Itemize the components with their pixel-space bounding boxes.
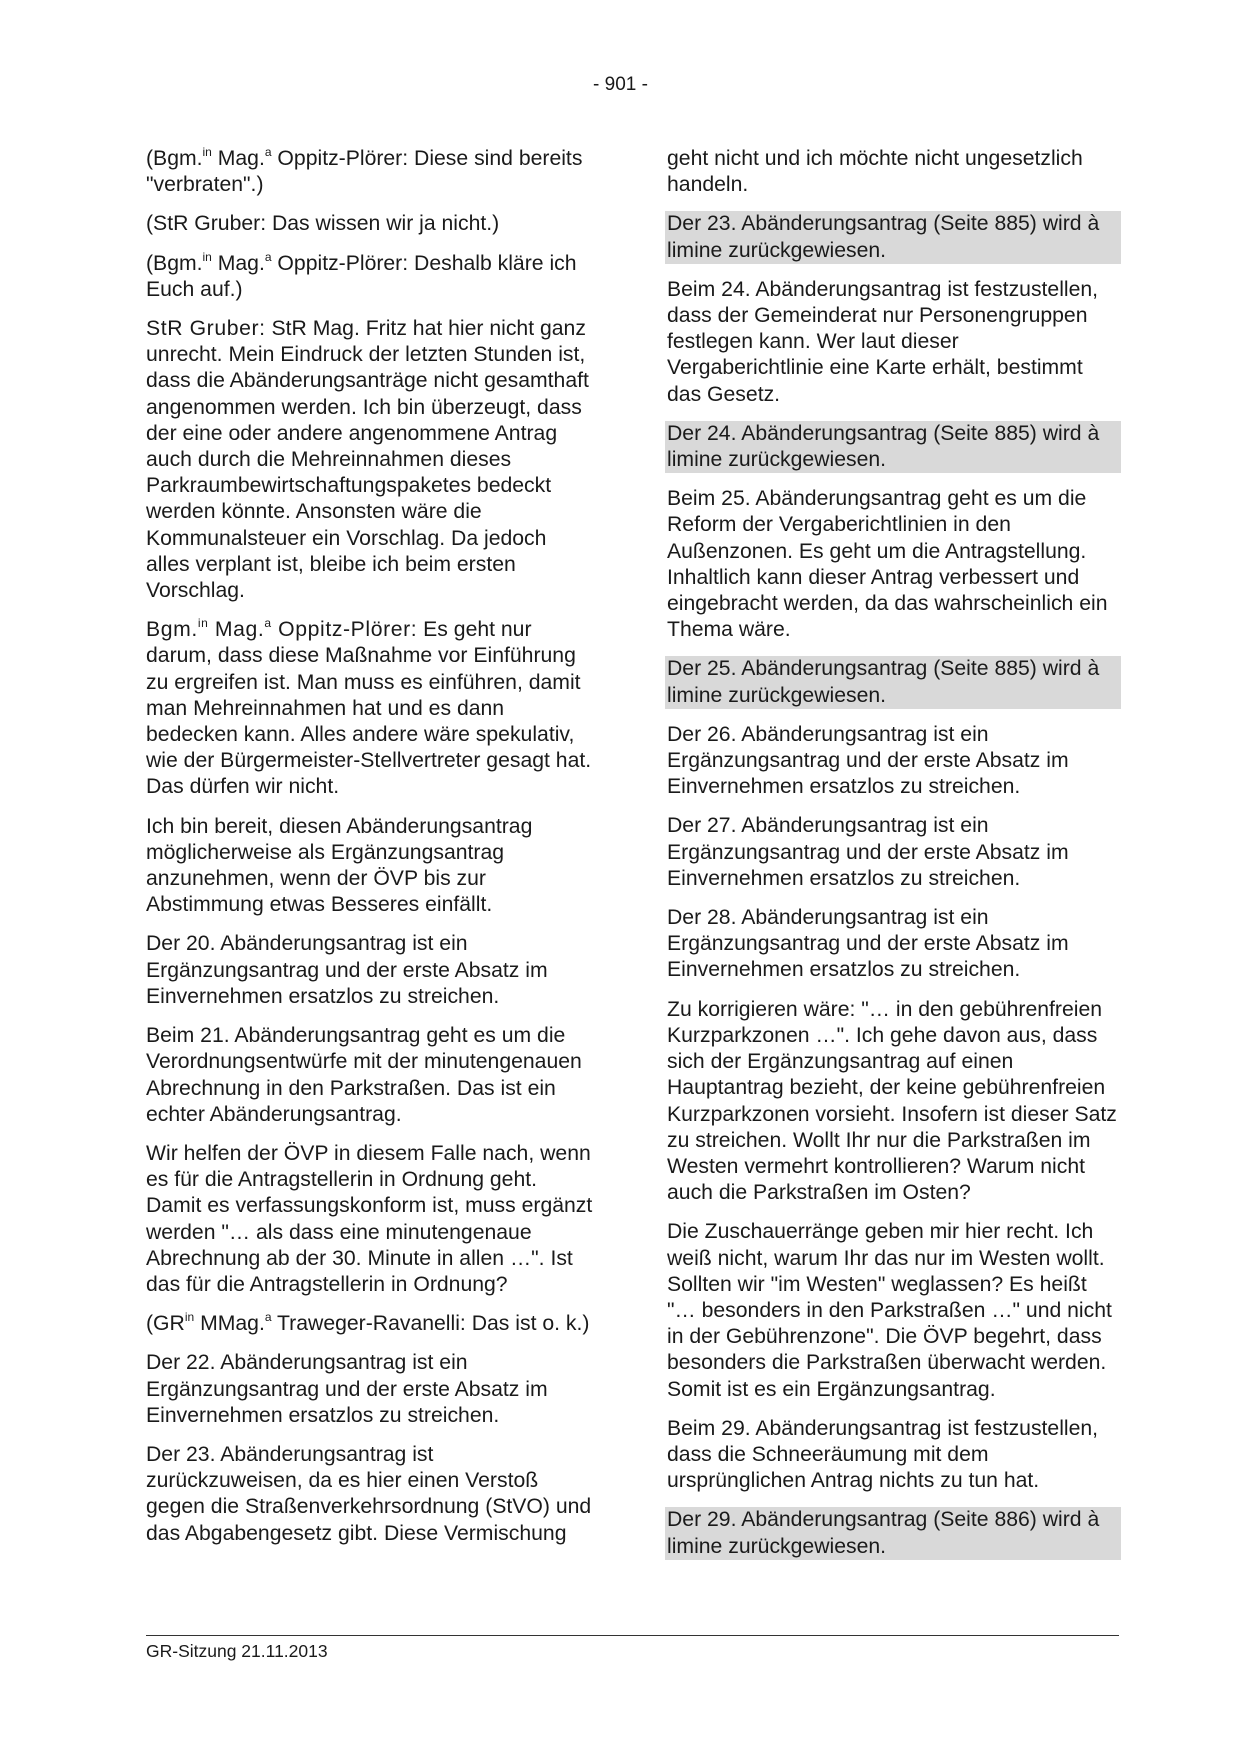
paragraph: Beim 25. Abänderungsantrag geht es um die Reform der Vergaberichtlinien in den Außenzonen. Es geht um die Antragstellung. Inhaltlich kann dieser Antrag verbessert und eingebracht werden, da das wahrscheinlich ein Thema wäre.	[667, 487, 1108, 642]
text-run: StR Mag. Fritz hat hier nicht ganz unrecht. Mein Eindruck der letzten Stunden ist, dass die Abänderungsanträge nicht gesamthaft angenommen werden. Ich bin überzeugt, dass der eine oder andere angenommene Antrag auch durch die Mehreinnahmen dieses Parkraumbewirtschaftungspaketes bedeckt werden könnte. Ansonsten wäre die Kommunalsteuer ein Vorschlag. Da jedoch alles verplant ist, bleibe ich beim ersten Vorschlag.	[146, 317, 589, 603]
text-run: (Bgm.	[146, 147, 203, 170]
text-run: Bgm.	[146, 618, 198, 642]
paragraph: Der 26. Abänderungsantrag ist ein Ergänzungsantrag und der erste Absatz im Einvernehmen ersatzlos zu streichen.	[667, 722, 1069, 799]
superscript: a	[264, 145, 272, 159]
decision-box: Der 24. Abänderungsantrag (Seite 885) wird à limine zurückgewiesen.	[665, 421, 1121, 473]
paragraph: Der 27. Abänderungsantrag ist ein Ergänzungsantrag und der erste Absatz im Einvernehmen ersatzlos zu streichen.	[667, 814, 1069, 890]
paragraph: Der 28. Abänderungsantrag ist ein Ergänzungsantrag und der erste Absatz im Einvernehmen ersatzlos zu streichen.	[667, 906, 1069, 982]
paragraph: (StR Gruber: Das wissen wir ja nicht.)	[146, 212, 500, 236]
text-run: Mag.	[211, 251, 265, 275]
paragraph: Beim 24. Abänderungsantrag ist festzustellen, dass der Gemeinderat nur Personengruppen festlegen kann. Wer laut dieser Vergaberichtlinie eine Karte erhält, bestimmt das Gesetz.	[667, 277, 1099, 406]
paragraph	[146, 316, 595, 604]
decision-box: Der 23. Abänderungsantrag (Seite 885) wird à limine zurückgewiesen.	[665, 211, 1121, 263]
superscript: in	[197, 616, 209, 631]
superscript: a	[264, 616, 272, 631]
decision-box: Der 29. Abänderungsantrag (Seite 886) wird à limine zurückgewiesen.	[665, 1507, 1121, 1559]
text-run: Mag.	[208, 618, 265, 642]
paragraph	[146, 617, 595, 800]
paragraph: Die Zuschauerränge geben mir hier recht. Ich weiß nicht, warum Ihr das nur im Westen wollt. Sollten wir "im Westen" weglassen? Es heißt "… besonders in den Parkstraßen …" und nicht in der Gebührenzone". Die ÖVP begehrt, dass besonders die Parkstraßen überwacht werden. Somit ist es ein Ergänzungsantrag.	[667, 1220, 1112, 1401]
right-column	[667, 146, 1119, 1573]
superscript: in	[202, 145, 212, 159]
text-run: Traweger-Ravanelli: Das ist o. k.)	[271, 1312, 590, 1336]
paragraph: Wir helfen der ÖVP in diesem Falle nach, wenn es für die Antragstellerin in Ordnung geht. Damit es verfassungskonform ist, muss ergänzt werden "… als dass eine minutengenaue Abrechnung ab der 30. Minute in allen …". Ist das für die Antragstellerin in Ordnung?	[146, 1141, 593, 1296]
text-run: Oppitz-Plörer: Deshalb kläre ich Euch auf.)	[146, 251, 577, 301]
paragraph: Ich bin bereit, diesen Abänderungsantrag möglicherweise als Ergänzungsantrag anzunehmen, wenn der ÖVP bis zur Abstimmung etwas Besseres einfällt.	[146, 814, 533, 917]
decision-box: Der 25. Abänderungsantrag (Seite 885) wird à limine zurückgewiesen.	[665, 656, 1121, 708]
footer: GR-Sitzung 21.11.2013	[146, 1641, 328, 1661]
paragraph: Beim 21. Abänderungsantrag geht es um die Verordnungsentwürfe mit der minutengenauen Abrechnung in den Parkstraßen. Das ist ein echter Abänderungsantrag.	[146, 1024, 582, 1126]
superscript: a	[264, 1310, 272, 1325]
paragraph	[146, 146, 595, 198]
page-number: - 901 -	[593, 74, 648, 95]
paragraph: Der 20. Abänderungsantrag ist ein Ergänzungsantrag und der erste Absatz im Einvernehmen ersatzlos zu streichen.	[146, 932, 548, 1008]
paragraph: Beim 29. Abänderungsantrag ist festzustellen, dass die Schneeräumung mit dem ursprünglichen Antrag nichts zu tun hat.	[667, 1416, 1099, 1493]
paragraph: Der 22. Abänderungsantrag ist ein Ergänzungsantrag und der erste Absatz im Einvernehmen ersatzlos zu streichen.	[146, 1351, 548, 1427]
speaker-name	[146, 618, 417, 641]
text-run: MMag.	[194, 1312, 265, 1336]
superscript: a	[264, 249, 272, 264]
paragraph: geht nicht und ich möchte nicht ungesetzlich handeln.	[667, 147, 1083, 197]
text-run: (GR	[146, 1312, 185, 1336]
text-run: Es geht nur darum, dass diese Maßnahme vor Einführung zu ergreifen ist. Man muss es einführen, damit man Mehreinnahmen hat und es dann bedecken kann. Alles andere wäre spekulativ, wie der Bürgermeister-Stellvertreter gesagt hat. Das dürfen wir nicht.	[146, 618, 592, 799]
paragraph: Zu korrigieren wäre: "… in den gebührenfreien Kurzparkzonen …". Ich gehe davon aus, dass sich der Ergänzungsantrag auf einen Hauptantrag bezieht, der keine gebührenfreien Kurzparkzonen vorsieht. Insofern ist dieser Satz zu streichen. Wollt Ihr nur die Parkstraßen im Westen vermehrt kontrollieren? Warum nicht auch die Parkstraßen im Osten?	[667, 997, 1117, 1205]
left-column	[146, 146, 595, 1560]
text-run: Mag.	[211, 147, 265, 170]
text-run: (Bgm.	[146, 251, 203, 275]
speaker-name: StR Gruber:	[146, 317, 266, 341]
footer-divider	[146, 1635, 1119, 1636]
paragraph	[146, 1311, 595, 1337]
text-run: Oppitz-Plörer:	[271, 618, 418, 642]
paragraph: Der 23. Abänderungsantrag ist zurückzuweisen, da es hier einen Verstoß gegen die Straßenverkehrsordnung (StVO) und das Abgabengesetz gibt. Diese Vermischung	[146, 1442, 592, 1545]
superscript: in	[202, 249, 212, 264]
paragraph	[146, 251, 595, 303]
text-run: Oppitz-Plörer: Diese sind bereits "verbraten".)	[146, 147, 583, 197]
superscript: in	[184, 1310, 195, 1325]
